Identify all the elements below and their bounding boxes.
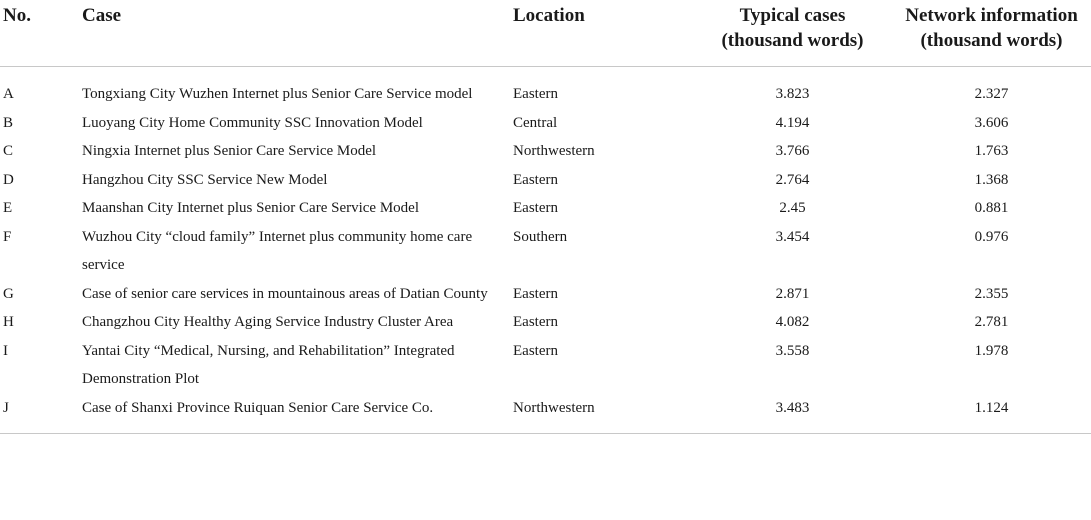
cell-case: Maanshan City Internet plus Senior Care Service Model: [82, 200, 420, 216]
cell-typical-cases: 3.766: [775, 143, 810, 159]
header-typical-cases: [653, 0, 894, 67]
cell-no: E: [3, 200, 13, 216]
cell-network-information: 0.976: [974, 228, 1009, 245]
header-network-information-line1: Network information: [905, 5, 1078, 26]
cell-location: Eastern: [513, 342, 558, 359]
cell-network-information: 1.978: [974, 342, 1009, 359]
cell-case: Case of Shanxi Province Ruiquan Senior Care Service Co.: [82, 394, 513, 434]
cell-typical-cases: 3.823: [775, 86, 810, 102]
cell-typical-cases: 4.194: [775, 114, 810, 131]
cell-network-information: 1.763: [974, 143, 1009, 159]
table-row: [0, 308, 1091, 337]
cell-location: Eastern: [513, 86, 558, 102]
cell-typical-cases: 3.558: [775, 342, 810, 359]
cell-case: Wuzhou City “cloud family” Internet plus community home care service: [82, 228, 473, 273]
table-row: [0, 109, 1091, 138]
cell-no: G: [3, 285, 14, 302]
header-location: Location: [513, 0, 653, 67]
cell-no: B: [3, 114, 14, 131]
cell-network-information: 2.781: [974, 314, 1009, 330]
cell-network-information: 1.368: [974, 171, 1009, 188]
cell-no: I: [3, 342, 8, 359]
table-row: [0, 166, 1091, 195]
table-row: [0, 194, 1091, 223]
table-body: [0, 67, 1091, 434]
cell-typical-cases: 2.45: [779, 200, 806, 216]
header-network-information-line2: (thousand words): [920, 30, 1063, 51]
cell-no: A: [3, 86, 14, 102]
cell-location: Eastern: [513, 200, 558, 216]
header-typical-cases-line2: (thousand words): [721, 30, 864, 51]
cell-case: Changzhou City Healthy Aging Service Industry Cluster Area: [82, 314, 454, 330]
table-row: [0, 137, 1091, 166]
table-row: [0, 223, 1091, 280]
cell-case: Ningxia Internet plus Senior Care Service Model: [82, 143, 377, 159]
cell-network-information: 3.606: [974, 114, 1009, 131]
cell-typical-cases: 2.871: [775, 285, 810, 302]
cell-case: Tongxiang City Wuzhen Internet plus Senior Care Service model: [82, 86, 473, 102]
cell-typical-cases: 4.082: [775, 314, 810, 330]
cell-location: Northwestern: [513, 394, 653, 434]
table-row: [0, 280, 1091, 309]
cell-no: H: [3, 314, 14, 330]
cell-typical-cases: 2.764: [775, 171, 810, 188]
cell-typical-cases: 3.483: [653, 394, 894, 434]
table-row: [0, 67, 1091, 109]
cell-location: Southern: [513, 228, 568, 245]
cell-no: F: [3, 228, 12, 245]
cell-location: Eastern: [513, 314, 558, 330]
table-row: [0, 394, 1091, 434]
cell-network-information: 2.355: [974, 285, 1009, 302]
cell-no: C: [3, 143, 14, 159]
cell-no: J: [0, 394, 82, 434]
table-header: [0, 0, 1091, 67]
cell-no: D: [3, 171, 14, 188]
cell-case: Yantai City “Medical, Nursing, and Rehabilitation” Integrated Demonstration Plot: [82, 342, 455, 387]
header-network-information: [894, 0, 1091, 67]
header-row: [0, 0, 1091, 67]
cell-network-information: 2.327: [974, 86, 1009, 102]
cell-network-information: 0.881: [974, 200, 1009, 216]
cell-location: Northwestern: [513, 143, 595, 159]
cell-typical-cases: 3.454: [775, 228, 810, 245]
header-typical-cases-line1: Typical cases: [739, 5, 846, 26]
cell-network-information: 1.124: [894, 394, 1091, 434]
table-row: [0, 337, 1091, 394]
cell-location: Eastern: [513, 171, 558, 188]
header-no: No.: [0, 0, 82, 67]
cell-location: Eastern: [513, 285, 558, 302]
cell-location: Central: [513, 114, 558, 131]
header-case: Case: [82, 0, 513, 67]
cell-case: Hangzhou City SSC Service New Model: [82, 171, 328, 188]
cell-case: Case of senior care services in mountainous areas of Datian County: [82, 285, 488, 302]
cell-case: Luoyang City Home Community SSC Innovation Model: [82, 114, 423, 131]
